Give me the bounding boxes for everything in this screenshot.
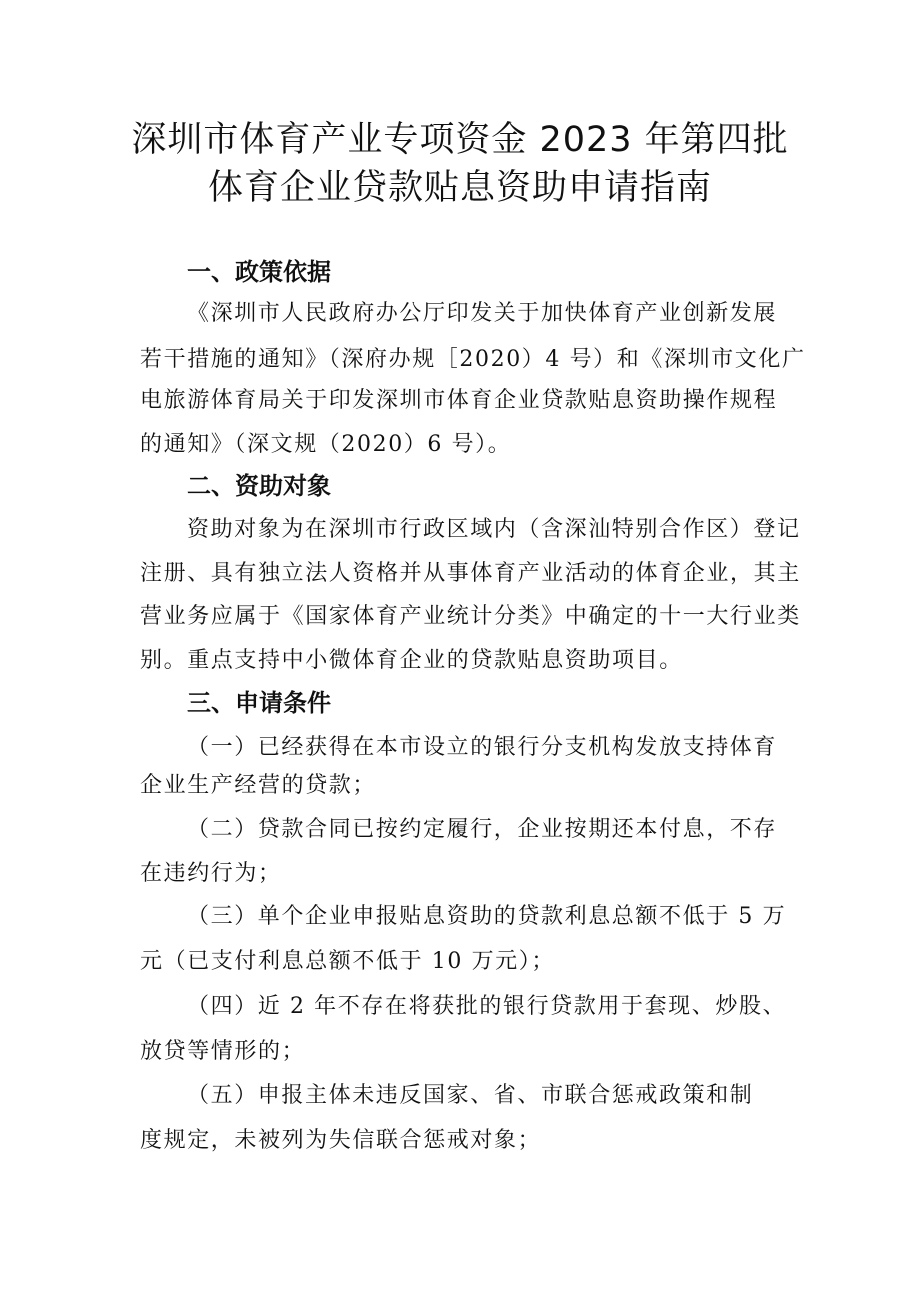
paragraph-line: 别。重点支持中小微体育企业的贷款贴息资助项目。 — [140, 648, 683, 673]
section-heading-funding-target: 二、资助对象 — [187, 472, 331, 500]
condition-item-5-line-2: 度规定，未被列为失信联合惩戒对象； — [140, 1128, 542, 1153]
paragraph-line: 的通知》（深文规（2020）6 号）。 — [140, 432, 512, 457]
condition-item-5-line-1: （五）申报主体未违反国家、省、市联合惩戒政策和制 — [187, 1083, 754, 1108]
paragraph-line: 营业务应属于《国家体育产业统计分类》中确定的十一大行业类 — [140, 604, 801, 629]
paragraph-line: 资助对象为在深圳市行政区域内（含深汕特别合作区）登记 — [187, 517, 801, 542]
condition-item-3-line-2: 元（已支付利息总额不低于 10 万元）； — [140, 949, 555, 974]
document-title-line-2: 体育企业贷款贴息资助申请指南 — [207, 168, 712, 208]
condition-item-4-line-1: （四）近 2 年不存在将获批的银行贷款用于套现、炒股、 — [187, 994, 787, 1019]
paragraph-line: 若干措施的通知》（深府办规［2020）4 号）和《深圳市文化广 — [140, 347, 806, 372]
condition-item-1-line-1: （一）已经获得在本市设立的银行分支机构发放支持体育 — [187, 735, 778, 760]
condition-item-2-line-1: （二）贷款合同已按约定履行，企业按期还本付息，不存 — [187, 817, 778, 842]
paragraph-line: 注册、具有独立法人资格并从事体育产业活动的体育企业，其主 — [140, 561, 801, 586]
section-heading-application-conditions: 三、申请条件 — [187, 689, 331, 717]
section-heading-policy-basis: 一、政策依据 — [187, 258, 331, 286]
paragraph-line: 《深圳市人民政府办公厅印发关于加快体育产业创新发展 — [187, 301, 778, 326]
condition-item-2-line-2: 在违约行为； — [140, 861, 282, 886]
document-title-line-1: 深圳市体育产业专项资金 2023 年第四批 — [131, 120, 789, 160]
condition-item-1-line-2: 企业生产经营的贷款； — [140, 773, 377, 798]
condition-item-3-line-1: （三）单个企业申报贴息资助的贷款利息总额不低于 5 万 — [187, 904, 787, 929]
condition-item-4-line-2: 放贷等情形的； — [140, 1039, 306, 1064]
paragraph-line: 电旅游体育局关于印发深圳市体育企业贷款贴息资助操作规程 — [140, 388, 778, 413]
